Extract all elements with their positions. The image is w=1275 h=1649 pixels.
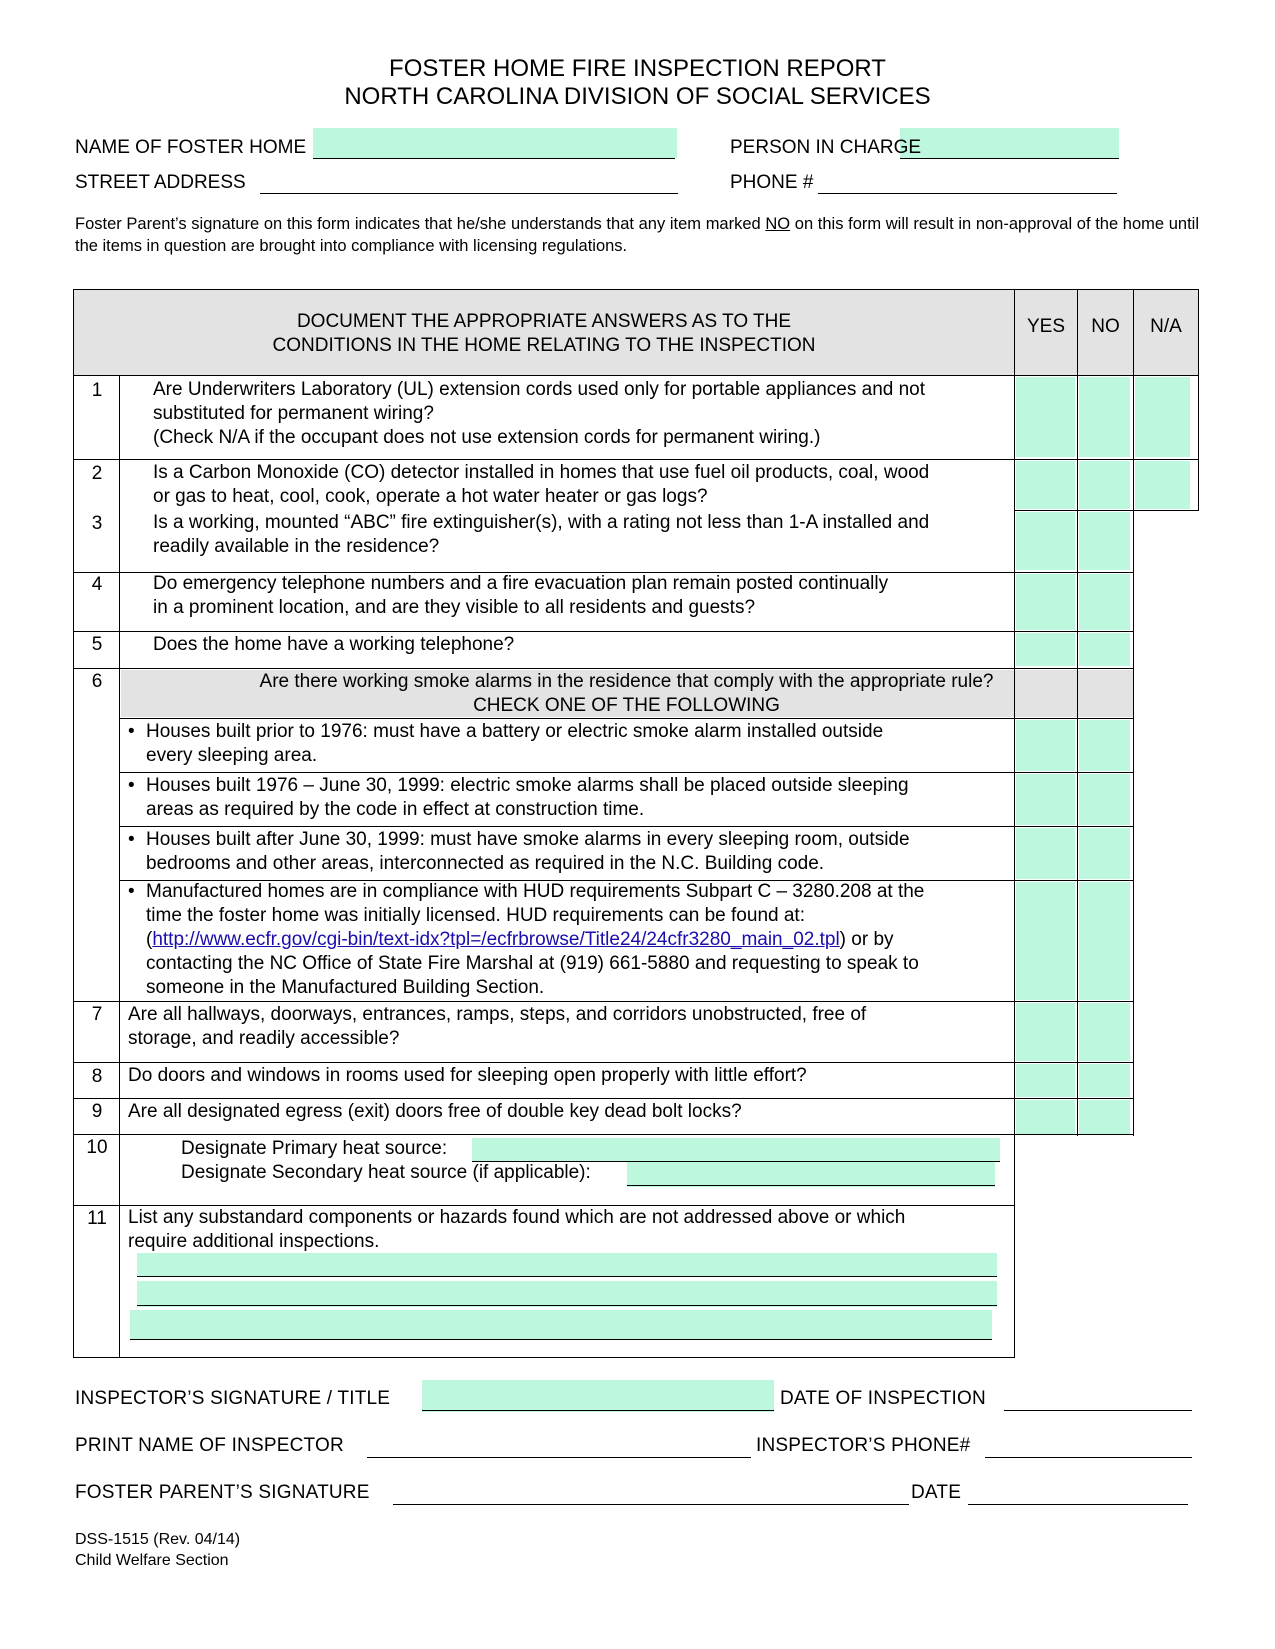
q6d-yes-cell[interactable] xyxy=(1016,882,1075,1000)
question-2-line: or gas to heat, cool, cook, operate a hot water heater or gas logs? xyxy=(153,486,708,507)
q4-yes-cell[interactable] xyxy=(1016,574,1075,630)
table-header-line2: CONDITIONS IN THE HOME RELATING TO THE INSPECTION xyxy=(272,335,816,356)
phone-field[interactable] xyxy=(818,173,1117,194)
col-num-right xyxy=(119,375,120,1358)
notice-no-underlined: NO xyxy=(765,215,791,233)
q7-no-cell[interactable] xyxy=(1079,1003,1130,1061)
table-border-bottom xyxy=(73,1357,1015,1358)
question-1 xyxy=(153,378,925,450)
q1-na-cell[interactable] xyxy=(1135,377,1190,457)
q9-yes-cell[interactable] xyxy=(1016,1100,1075,1134)
smoke-option-3 xyxy=(128,828,910,876)
form-number: DSS-1515 (Rev. 04/14) xyxy=(75,1531,241,1548)
form-subtitle: NORTH CAROLINA DIVISION OF SOCIAL SERVICES xyxy=(344,83,931,110)
question-4 xyxy=(153,572,888,620)
question-1-line: (Check N/A if the occupant does not use extension cords for permanent wiring.) xyxy=(153,427,821,448)
notice-text-2: on this form will result in non-approval of the home until the items in question are brought into compliance with licensing regulations. xyxy=(75,215,1200,255)
primary-heat-label: Designate Primary heat source: xyxy=(181,1138,448,1159)
foster-home-line xyxy=(313,138,675,159)
row-number: 10 xyxy=(86,1137,108,1158)
table-border-right-na xyxy=(1198,289,1199,511)
table-header-line1: DOCUMENT THE APPROPRIATE ANSWERS AS TO THE xyxy=(296,311,792,332)
hazards-line-2 xyxy=(137,1281,997,1306)
q2-no-cell[interactable] xyxy=(1079,461,1130,509)
date-label: DATE xyxy=(911,1482,962,1503)
secondary-heat-line xyxy=(627,1162,995,1186)
question-3-line: readily available in the residence? xyxy=(153,536,440,557)
notice-paragraph xyxy=(75,213,1199,257)
q6c-no-cell[interactable] xyxy=(1079,828,1130,879)
question-5-line: Does the home have a working telephone? xyxy=(153,634,515,655)
q3-no-cell[interactable] xyxy=(1079,512,1130,570)
q5-yes-cell[interactable] xyxy=(1016,633,1075,666)
q2-na-cell[interactable] xyxy=(1135,461,1190,509)
q6d-no-cell[interactable] xyxy=(1079,882,1130,1000)
q3-yes-cell[interactable] xyxy=(1016,512,1075,570)
print-name-field[interactable] xyxy=(367,1437,751,1458)
q8-yes-cell[interactable] xyxy=(1016,1064,1075,1097)
col-question-right xyxy=(1014,289,1015,1358)
question-11 xyxy=(128,1206,905,1254)
notice-text-1: Foster Parent’s signature on this form indicates that he/she understands that any item marked xyxy=(75,215,766,233)
table-border-top xyxy=(73,289,1199,290)
primary-heat-line xyxy=(472,1138,1000,1162)
q7-yes-cell[interactable] xyxy=(1016,1003,1075,1061)
question-7 xyxy=(128,1003,866,1051)
question-4-line: Do emergency telephone numbers and a fire evacuation plan remain posted continually xyxy=(153,573,889,594)
col-no-header: NO xyxy=(1091,316,1120,337)
bullet-icon: • xyxy=(128,721,135,742)
bullet-icon: • xyxy=(128,775,135,796)
question-8 xyxy=(128,1064,807,1088)
smoke-option-2-line: Houses built 1976 – June 30, 1999: electric smoke alarms shall be placed outside sleeping xyxy=(146,775,909,796)
question-3 xyxy=(153,511,929,559)
row-number: 2 xyxy=(91,463,103,484)
date-of-inspection-label: DATE OF INSPECTION xyxy=(780,1388,986,1409)
row-sep-8 xyxy=(73,1098,1134,1099)
smoke-option-2-line: areas as required by the code in effect at construction time. xyxy=(146,799,645,820)
section-name: Child Welfare Section xyxy=(75,1552,229,1569)
foster-parent-signature-label: FOSTER PARENT’S SIGNATURE xyxy=(75,1482,370,1503)
row-sep-1 xyxy=(73,459,1199,460)
street-address-field[interactable] xyxy=(260,173,678,194)
row-sep-4 xyxy=(73,631,1134,632)
row-sep-6d xyxy=(73,1001,1134,1002)
row-sep-6b xyxy=(119,826,1134,827)
q1-yes-cell[interactable] xyxy=(1016,377,1075,457)
q6a-no-cell[interactable] xyxy=(1079,720,1130,771)
row-number: 6 xyxy=(91,671,103,692)
row-number: 5 xyxy=(91,634,103,655)
bullet-icon: • xyxy=(128,881,135,902)
q2-yes-cell[interactable] xyxy=(1016,461,1075,509)
question-11-line: List any substandard components or hazards found which are not addressed above or which xyxy=(128,1207,906,1228)
question-9 xyxy=(128,1100,742,1124)
q8-no-cell[interactable] xyxy=(1079,1064,1130,1097)
smoke-option-1-line: Houses built prior to 1976: must have a battery or electric smoke alarm installed outside xyxy=(146,721,884,742)
smoke-option-1 xyxy=(128,720,883,768)
col-yes-header: YES xyxy=(1026,316,1066,337)
bullet-icon: • xyxy=(128,829,135,850)
q6c-yes-cell[interactable] xyxy=(1016,828,1075,879)
col-na-header: N/A xyxy=(1150,316,1182,337)
row-number: 4 xyxy=(91,574,103,595)
smoke-option-4-line: someone in the Manufactured Building Section. xyxy=(146,977,545,998)
row-sep-header xyxy=(73,375,1199,376)
hazards-line-3 xyxy=(130,1310,992,1340)
row-number: 7 xyxy=(91,1004,103,1025)
question-1-line: substituted for permanent wiring? xyxy=(153,403,434,424)
row-sep-6-head xyxy=(119,718,1134,719)
question-8-line: Do doors and windows in rooms used for sleeping open properly with little effort? xyxy=(128,1065,807,1086)
row-sep-5 xyxy=(73,668,1134,669)
smoke-option-4-line: contacting the NC Office of State Fire Marshal at (919) 661-5880 and requesting to speak to xyxy=(146,953,919,974)
row-sep-7 xyxy=(73,1062,1134,1063)
question-6 xyxy=(120,670,1133,718)
street-address-label: STREET ADDRESS xyxy=(75,172,246,193)
paren-close: ) or by xyxy=(839,929,894,950)
q5-no-cell[interactable] xyxy=(1079,633,1130,666)
row-sep-9 xyxy=(73,1134,1134,1135)
secondary-heat-label: Designate Secondary heat source (if applicable): xyxy=(181,1162,591,1183)
row-sep-6a xyxy=(119,772,1134,773)
smoke-option-3-line: Houses built after June 30, 1999: must have smoke alarms in every sleeping room, outside xyxy=(146,829,910,850)
phone-label: PHONE # xyxy=(730,172,814,193)
person-in-charge-label: PERSON IN CHARGE xyxy=(730,137,922,158)
question-3-line: Is a working, mounted “ABC” fire extinguisher(s), with a rating not less than 1-A installed and xyxy=(153,512,930,533)
q6b-no-cell[interactable] xyxy=(1079,774,1130,825)
foster-parent-signature-field[interactable] xyxy=(393,1484,909,1505)
person-in-charge-line xyxy=(900,138,1119,159)
q1-no-cell[interactable] xyxy=(1079,377,1130,457)
question-2-line: Is a Carbon Monoxide (CO) detector installed in homes that use fuel oil products, coal, wood xyxy=(153,462,930,483)
question-2 xyxy=(153,461,929,509)
inspector-signature-line xyxy=(422,1390,774,1411)
smoke-option-1-line: every sleeping area. xyxy=(146,745,318,766)
print-name-label: PRINT NAME OF INSPECTOR xyxy=(75,1435,344,1456)
paren-open: ( xyxy=(146,929,153,950)
question-4-line: in a prominent location, and are they visible to all residents and guests? xyxy=(153,597,756,618)
hazards-line-1 xyxy=(137,1253,997,1277)
foster-home-label: NAME OF FOSTER HOME xyxy=(75,137,307,158)
inspector-signature-label: INSPECTOR’S SIGNATURE / TITLE xyxy=(75,1388,391,1409)
question-6-line: CHECK ONE OF THE FOLLOWING xyxy=(473,695,780,716)
row-number: 9 xyxy=(91,1101,103,1122)
form-title: FOSTER HOME FIRE INSPECTION REPORT xyxy=(389,55,886,82)
question-7-line: storage, and readily accessible? xyxy=(128,1028,400,1049)
col-no-right xyxy=(1133,289,1134,1136)
question-9-line: Are all designated egress (exit) doors free of double key dead bolt locks? xyxy=(128,1101,742,1122)
inspector-phone-label: INSPECTOR’S PHONE# xyxy=(756,1435,971,1456)
date-of-inspection-field[interactable] xyxy=(1004,1390,1192,1411)
q6b-yes-cell[interactable] xyxy=(1016,774,1075,825)
date-field[interactable] xyxy=(968,1484,1188,1505)
table-border-left xyxy=(73,289,74,1358)
inspector-phone-field[interactable] xyxy=(985,1437,1192,1458)
q6a-yes-cell[interactable] xyxy=(1016,720,1075,771)
row-number: 8 xyxy=(91,1066,103,1087)
smoke-option-3-line: bedrooms and other areas, interconnected as required in the N.C. Building code. xyxy=(146,853,825,874)
row-number: 11 xyxy=(87,1208,107,1229)
hud-requirements-link[interactable]: http://www.ecfr.gov/cgi-bin/text-idx?tpl=/ecfrbrowse/Title24/24cfr3280_main_02.tpl xyxy=(152,929,840,950)
question-7-line: Are all hallways, doorways, entrances, ramps, steps, and corridors unobstructed, free of xyxy=(128,1004,867,1025)
question-11-line: require additional inspections. xyxy=(128,1231,380,1252)
q9-no-cell[interactable] xyxy=(1079,1100,1130,1134)
row-number: 1 xyxy=(91,380,103,401)
q4-no-cell[interactable] xyxy=(1079,574,1130,630)
row-number: 3 xyxy=(91,513,103,534)
smoke-option-2 xyxy=(128,774,909,822)
smoke-option-4 xyxy=(128,880,924,1000)
smoke-option-4-line: Manufactured homes are in compliance with HUD requirements Subpart C – 3280.208 at the xyxy=(146,881,925,902)
question-1-line: Are Underwriters Laboratory (UL) extension cords used only for portable appliances and not xyxy=(153,379,926,400)
question-6-line: Are there working smoke alarms in the residence that comply with the appropriate rule? xyxy=(259,671,994,692)
question-5 xyxy=(153,633,514,657)
row-sep-na-end xyxy=(1014,510,1199,511)
smoke-option-4-line: time the foster home was initially licensed. HUD requirements can be found at: xyxy=(146,905,805,926)
